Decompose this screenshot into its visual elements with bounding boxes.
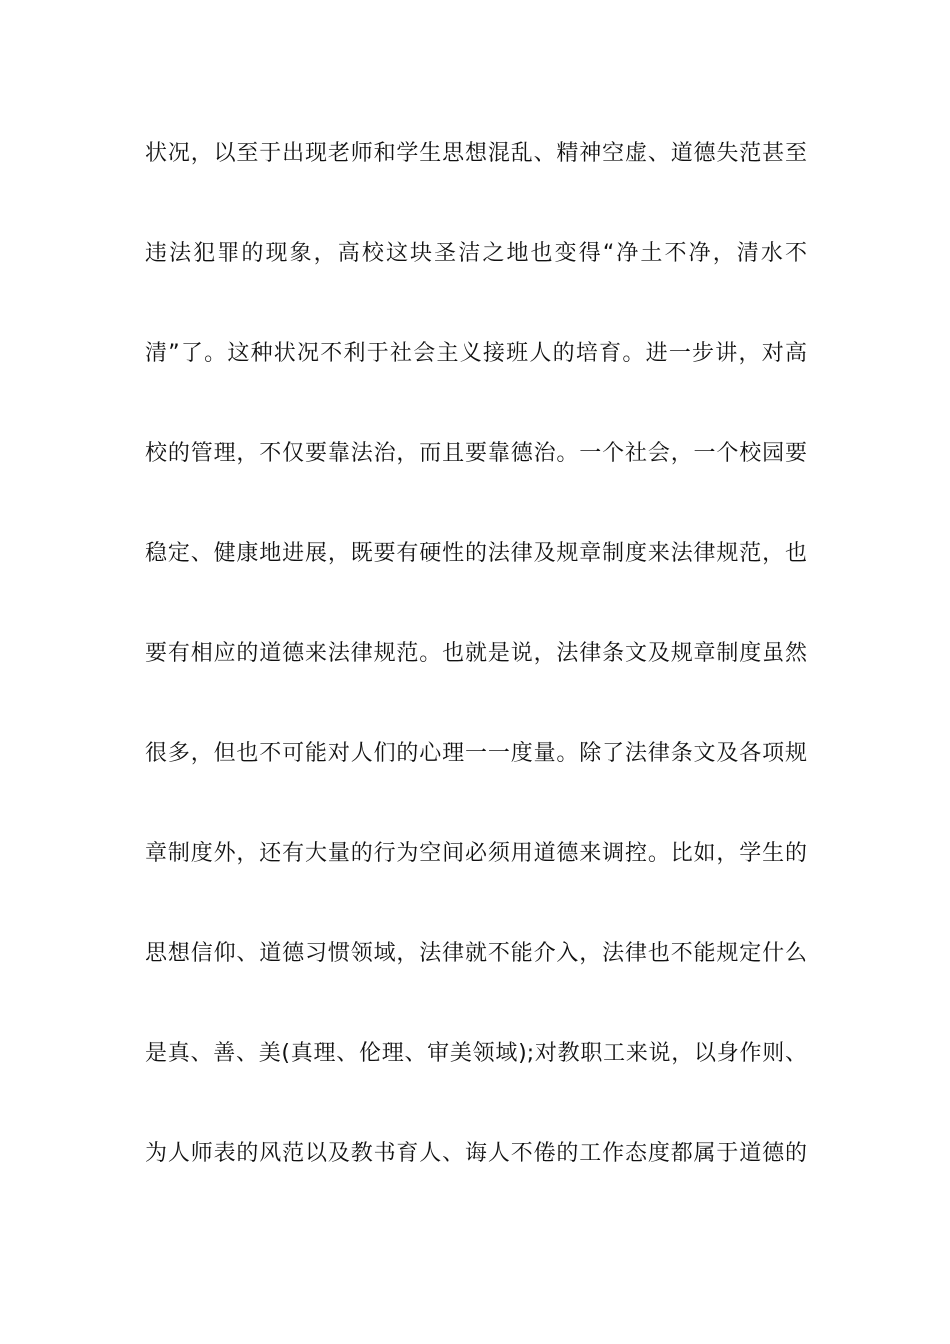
text-line: 很多，但也不可能对人们的心理一一度量。除了法律条文及各项规: [145, 741, 807, 766]
text-line: 违法犯罪的现象，高校这块圣洁之地也变得“净土不净，清水不: [145, 241, 807, 266]
text-line: 清”了。这种状况不利于社会主义接班人的培育。进一步讲，对高: [145, 341, 807, 366]
text-line: 为人师表的风范以及教书育人、诲人不倦的工作态度都属于道德的: [145, 1141, 807, 1166]
text-line: 要有相应的道德来法律规范。也就是说，法律条文及规章制度虽然: [145, 641, 807, 666]
text-line: 章制度外，还有大量的行为空间必须用道德来调控。比如，学生的: [145, 841, 807, 866]
text-line: 校的管理，不仅要靠法治，而且要靠德治。一个社会，一个校园要: [145, 441, 807, 466]
text-line: 是真、善、美(真理、伦理、审美领域);对教职工来说，以身作则、: [145, 1041, 807, 1066]
text-line: 状况，以至于出现老师和学生思想混乱、精神空虚、道德失范甚至: [145, 141, 807, 166]
text-line: 思想信仰、道德习惯领域，法律就不能介入，法律也不能规定什么: [145, 941, 807, 966]
text-line: 稳定、健康地进展，既要有硬性的法律及规章制度来法律规范，也: [145, 541, 807, 566]
